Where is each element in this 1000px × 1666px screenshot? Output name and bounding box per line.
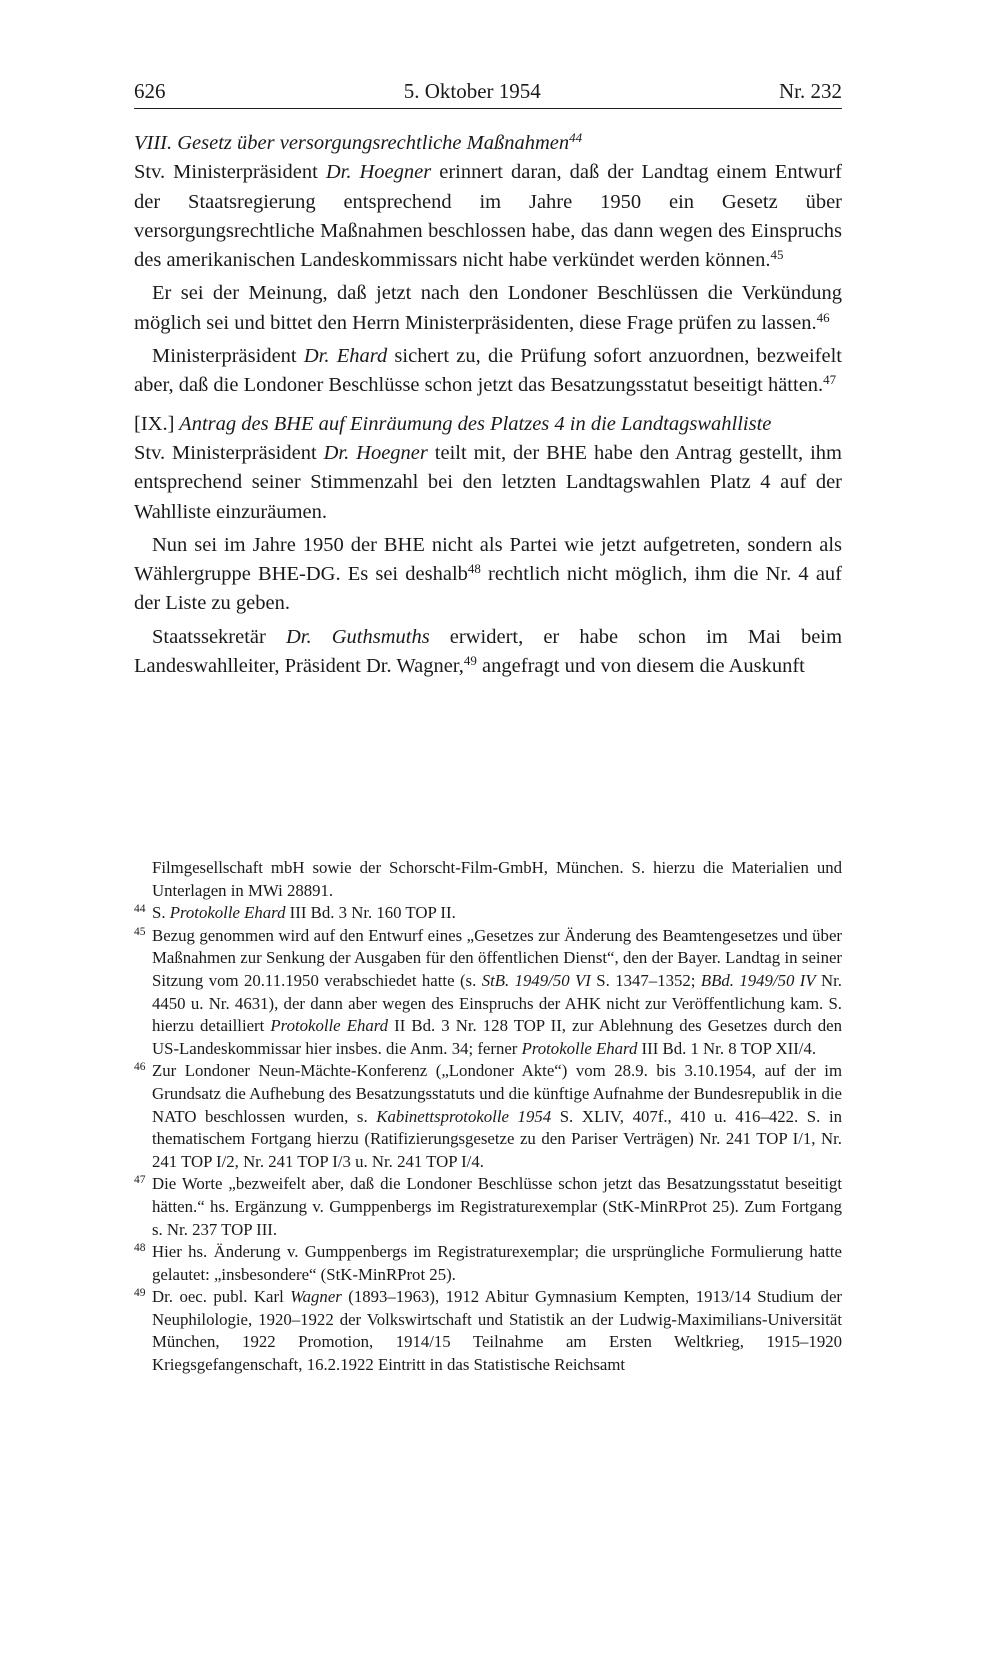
footnote-number: 46 bbox=[134, 1061, 146, 1074]
paragraph: Staatssekretär Dr. Guthsmuths erwidert, er habe schon im Mai beim Landeswahlleiter, Präsident Dr. Wagner,$^{49}$ angefragt und von diesem die Auskunft bbox=[134, 625, 843, 678]
footnote-49: 49 Dr. oec. publ. Karl Wagner (1893–1963), 1912 Abitur Gymnasium Kempten, 1913/14 Studium der Neuphilologie, 1920–1922 der Volkswirtschaft und Statistik an der Ludwig-Maximilians-Universität München, 1922 Promotion, 1914/15 Teilnahme am Ersten Weltkrieg, 1915–1920 Kriegsgefangenschaft, 16.2.1922 Eintritt in das Statistische Reichsamt bbox=[134, 1286, 842, 1376]
footnote-45: 45 Bezug genommen wird auf den Entwurf eines „Gesetzes zur Änderung des Beamtengesetzes und über Maßnahmen zur Senkung der Ausgaben für den öffentlichen Dienst“, den der Bayer. Landtag in seiner Sitzung vom 20.11.1950 verabschiedet hatte (s. StB. 1949/50 VI S. 1347–1352; BBd. 1949/50 IV Nr. 4450 u. Nr. 4631), der dann aber wegen des Einspruchs der AHK nicht zur Veröffentlichung kam. S. hierzu detailliert Protokolle Ehard II Bd. 3 Nr. 128 TOP II, zur Ablehnung des Gesetzes durch den US-Landeskommissar hier insbes. die Anm. 34; ferner Protokolle Ehard III Bd. 1 Nr. 8 TOP XII/4. bbox=[134, 925, 842, 1061]
footnote-47: 47 Die Worte „bezweifelt aber, daß die Londoner Beschlüsse schon jetzt das Besatzungsstatut beseitigt hätten.“ hs. Ergänzung v. Gumppenbergs im Registraturexemplar (StK-MinRProt 25). Zum Fortgang s. Nr. 237 TOP III. bbox=[134, 1173, 842, 1241]
footnote-46: 46 Zur Londoner Neun-Mächte-Konferenz („Londoner Akte“) vom 28.9. bis 3.10.1954, auf der im Grundsatz die Aufhebung des Besatzungsstatuts und die künftige Aufnahme der Bundesrepublik in die NATO beschlossen wurden, s. Kabinettsprotokolle 1954 S. XLIV, 407f., 410 u. 416–422. S. in thematischem Fortgang hierzu (Ratifizierungsgesetze zu den Pariser Verträgen) Nr. 241 TOP I/1, Nr. 241 TOP I/2, Nr. 241 TOP I/3 u. Nr. 241 TOP I/4. bbox=[134, 1060, 842, 1173]
paragraph: Nun sei im Jahre 1950 der BHE nicht als Partei wie jetzt aufgetreten, sondern als Wählergruppe BHE-DG. Es sei deshalb$^{48}$ rechtlich nicht möglich, ihm die Nr. 4 auf der Liste zu geben. bbox=[134, 533, 843, 615]
section-heading-ix: [IX.] Antrag des BHE auf Einräumung des Platzes 4 in die Landtagswahlliste bbox=[134, 412, 772, 435]
footnote-48: 48 Hier hs. Änderung v. Gumppenbergs im Registraturexemplar; die ursprüngliche Formulierung hatte gelautet: „insbesondere“ (StK-MinRProt 25). bbox=[134, 1241, 842, 1286]
speaker-name: Dr. Guthsmuths bbox=[285, 625, 430, 648]
header-date: 5. Oktober 1954 bbox=[403, 79, 541, 103]
footnote-number: 44 bbox=[134, 903, 146, 916]
main-text bbox=[134, 129, 842, 681]
footnote-number: 49 bbox=[134, 1287, 146, 1300]
speaker-name: Dr. Ehard bbox=[303, 345, 388, 368]
footnote-ref-47[interactable]: 47 bbox=[823, 372, 837, 388]
footnote-ref-45[interactable]: 45 bbox=[770, 247, 784, 263]
page-number: 626 bbox=[134, 79, 166, 103]
document-number: Nr. 232 bbox=[778, 79, 842, 103]
footnote-number: 47 bbox=[134, 1174, 146, 1187]
footnotes bbox=[134, 857, 842, 1377]
footnote-number: 45 bbox=[134, 925, 146, 938]
paragraph: Stv. Ministerpräsident Dr. Hoegner erinnert daran, daß der Landtag einem Entwurf der Staatsregierung entsprechend im Jahre 1950 ein Gesetz über versorgungsrechtliche Maßnahmen beschlossen habe, das dann wegen des Einspruchs des amerikanischen Landeskommissars nicht habe verkündet werden können.$^{45}$ bbox=[134, 161, 842, 272]
running-header bbox=[134, 78, 842, 109]
footnote-ref-49[interactable]: 49 bbox=[463, 653, 477, 669]
speaker-name: Dr. Hoegner bbox=[325, 161, 432, 184]
footnote-44: 44 S. Protokolle Ehard III Bd. 3 Nr. 160 TOP II. bbox=[134, 902, 842, 925]
paragraph: Er sei der Meinung, daß jetzt nach den Londoner Beschlüssen die Verkündung möglich sei und bittet den Herrn Ministerpräsidenten, diese Frage prüfen zu lassen.$^{46}$ bbox=[134, 282, 842, 334]
footnote-ref-44[interactable]: 44 bbox=[569, 130, 583, 145]
paragraph: Ministerpräsident Dr. Ehard sichert zu, die Prüfung sofort anzuordnen, bezweifelt aber, daß die Londoner Beschlüsse schon jetzt das Besatzungsstatut beseitigt hätten.$^{47}$ bbox=[134, 345, 842, 397]
footnote-number: 48 bbox=[134, 1242, 146, 1255]
footnote-continuation: Filmgesellschaft mbH sowie der Schorscht-Film-GmbH, München. S. hierzu die Materialien und Unterlagen in MWi 28891. bbox=[152, 858, 842, 900]
section-heading-viii: VIII. Gesetz über versorgungsrechtliche Maßnahmen$^{44}$ bbox=[134, 130, 583, 154]
footnote-ref-46[interactable]: 46 bbox=[816, 309, 830, 325]
speaker-name: Dr. Hoegner bbox=[323, 441, 428, 464]
footnote-ref-48[interactable]: 48 bbox=[467, 561, 481, 577]
page bbox=[134, 78, 842, 681]
paragraph: Stv. Ministerpräsident Dr. Hoegner teilt mit, der BHE habe den Antrag gestellt, ihm entsprechend seiner Stimmenzahl bei den letzten Landtagswahlen Platz 4 auf der Wahlliste einzuräumen. bbox=[134, 441, 842, 523]
